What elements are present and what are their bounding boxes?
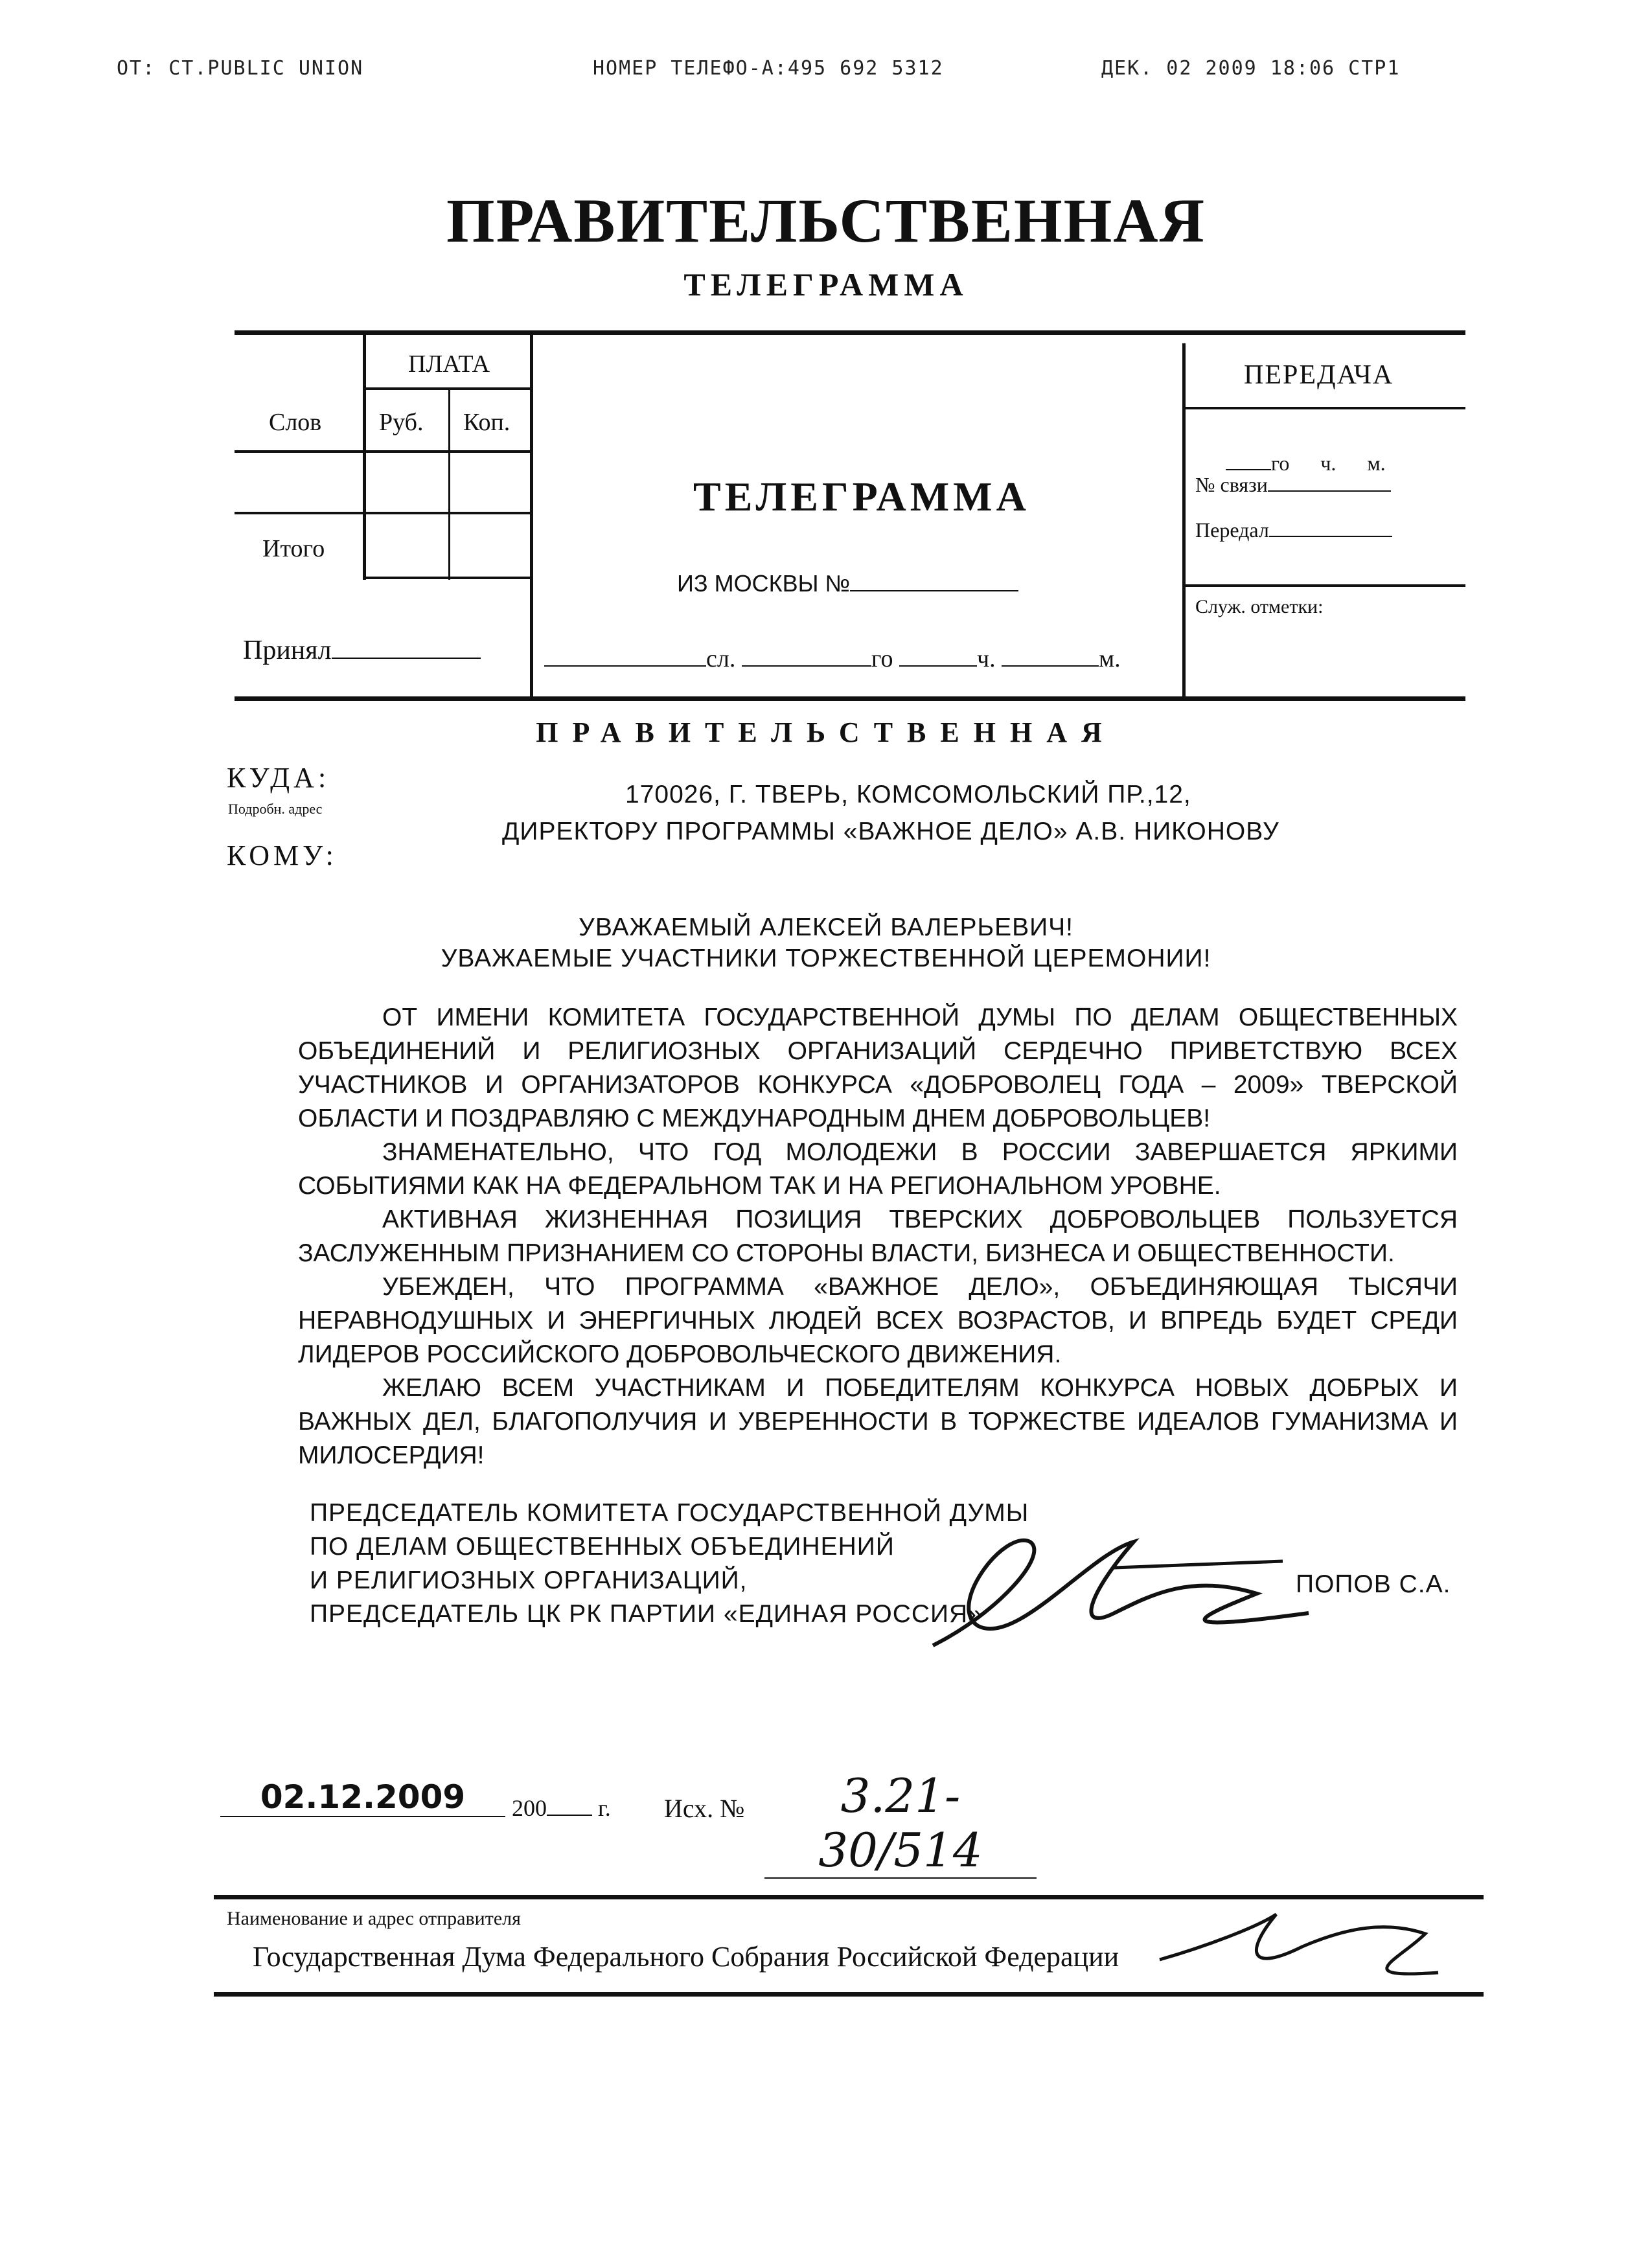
ref-number: 3.21-30/514 xyxy=(764,1769,1037,1879)
form-bottom-rule xyxy=(235,696,1465,701)
itogo-label: Итого xyxy=(262,535,325,562)
sluzh-line xyxy=(1184,584,1465,587)
date-stamp: 02.12.2009 xyxy=(220,1778,505,1817)
plata-line-3 xyxy=(235,512,531,514)
signature-line-1: ПРЕДСЕДАТЕЛЬ КОМИТЕТА ГОСУДАРСТВЕННОЙ ДУМЫ xyxy=(310,1499,1029,1527)
greeting-1: УВАЖАЕМЫЙ АЛЕКСЕЙ ВАЛЕРЬЕВИЧ! xyxy=(579,913,1073,941)
peredacha-time: го ч. м. xyxy=(1205,428,1386,499)
sender-bottom-rule xyxy=(214,1992,1484,1997)
sender-name: Государственная Дума Федерального Собрания Российской Федерации xyxy=(253,1941,1119,1973)
kuda-note: Подробн. адрес xyxy=(228,801,323,817)
peredal-field: Передал xyxy=(1195,518,1392,542)
peredacha-line xyxy=(1184,407,1465,409)
ref-label: Исх. № xyxy=(664,1794,745,1823)
fax-date: ДЕК. 02 2009 18:06 СТР1 xyxy=(1101,57,1401,80)
handwritten-signature xyxy=(920,1516,1322,1665)
plata-left-border xyxy=(363,334,366,580)
signature-line-3: И РЕЛИГИОЗНЫХ ОРГАНИЗАЦИЙ, xyxy=(310,1566,748,1594)
fax-from: ОТ: СТ.PUBLIC UNION xyxy=(117,57,364,80)
address-line2: ДИРЕКТОРУ ПРОГРАММЫ «ВАЖНОЕ ДЕЛО» А.В. НИКОНОВУ xyxy=(502,818,1279,845)
address-line1: 170026, Г. ТВЕРЬ, КОМСОМОЛЬСКИЙ ПР.,12, xyxy=(625,781,1191,808)
signature-line-2: ПО ДЕЛАМ ОБЩЕСТВЕННЫХ ОБЪЕДИНЕНИЙ xyxy=(310,1533,895,1561)
document-title: ПРАВИТЕЛЬСТВЕННАЯ xyxy=(446,186,1206,255)
year-field: 200 г. xyxy=(512,1795,611,1821)
sender-top-rule xyxy=(214,1895,1484,1899)
kuda-label: КУДА: xyxy=(227,762,330,794)
body-paragraph-5: ЖЕЛАЮ ВСЕМ УЧАСТНИКАМ И ПОБЕДИТЕЛЯМ КОНКУРСА НОВЫХ ДОБРЫХ И ВАЖНЫХ ДЕЛ, БЛАГОПОЛУЧИЯ И УВЕРЕННОСТИ В ТОРЖЕСТВЕ ИДЕАЛОВ ГУМАНИЗМА И МИЛОСЕРДИЯ! xyxy=(298,1374,1458,1469)
kop-label: Коп. xyxy=(463,409,511,436)
peredacha-label: ПЕРЕДАЧА xyxy=(1244,360,1394,390)
sender-signature xyxy=(1153,1901,1451,1992)
greeting-2: УВАЖАЕМЫЕ УЧАСТНИКИ ТОРЖЕСТВЕННОЙ ЦЕРЕМОНИИ! xyxy=(441,945,1211,972)
form-top-rule xyxy=(235,330,1465,335)
iz-moskvy-field: ИЗ МОСКВЫ № xyxy=(677,570,1018,597)
letter-body xyxy=(298,1001,1458,1472)
center-title: ТЕЛЕГРАММА xyxy=(693,474,1030,520)
body-paragraph-3: АКТИВНАЯ ЖИЗНЕННАЯ ПОЗИЦИЯ ТВЕРСКИХ ДОБРОВОЛЬЦЕВ ПОЛЬЗУЕТСЯ ЗАСЛУЖЕННЫМ ПРИЗНАНИЕМ СО СТОРОНЫ ВЛАСТИ, БИЗНЕСА И ОБЩЕСТВЕННОСТИ. xyxy=(298,1206,1458,1267)
signer-name: ПОПОВ С.А. xyxy=(1296,1570,1451,1598)
send-time-field: сл. го ч. м. xyxy=(544,645,1121,673)
stamp-text: ПРАВИТЕЛЬСТВЕННАЯ xyxy=(536,716,1116,748)
rub-label: Руб. xyxy=(379,409,424,436)
document-subtitle: ТЕЛЕГРАММА xyxy=(683,266,969,303)
form-divider-right xyxy=(1182,343,1186,696)
nom-svyazi-field: № связи xyxy=(1195,473,1391,497)
sluzh-label: Служ. отметки: xyxy=(1195,596,1324,617)
body-paragraph-4: УБЕЖДЕН, ЧТО ПРОГРАММА «ВАЖНОЕ ДЕЛО», ОБЪЕДИНЯЮЩАЯ ТЫСЯЧИ НЕРАВНОДУШНЫХ И ЭНЕРГИЧНЫХ ЛЮДЕЙ ВСЕХ ВОЗРАСТОВ, И ВПРЕДЬ БУДЕТ СРЕДИ ЛИДЕРОВ РОССИЙСКОГО ДОБРОВОЛЬЧЕСКОГО ДВИЖЕНИЯ. xyxy=(298,1273,1458,1368)
komu-label: КОМУ: xyxy=(227,840,338,871)
sender-label: Наименование и адрес отправителя xyxy=(227,1908,521,1929)
plata-line-4 xyxy=(363,577,531,579)
plata-label: ПЛАТА xyxy=(408,350,490,378)
prinyal-label: Принял xyxy=(243,635,481,666)
plata-line-1 xyxy=(363,387,531,390)
body-paragraph-1: ОТ ИМЕНИ КОМИТЕТА ГОСУДАРСТВЕННОЙ ДУМЫ ПО ДЕЛАМ ОБЩЕСТВЕННЫХ ОБЪЕДИНЕНИЙ И РЕЛИГИОЗНЫХ ОРГАНИЗАЦИЙ СЕРДЕЧНО ПРИВЕТСТВУЮ ВСЕХ УЧАСТНИКОВ И ОРГАНИЗАТОРОВ КОНКУРСА «ДОБРОВОЛЕЦ ГОДА – 2009» ТВЕРСКОЙ ОБЛАСТИ И ПОЗДРАВЛЯЮ С МЕЖДУНАРОДНЫМ ДНЕМ ДОБРОВОЛЬЦЕВ! xyxy=(298,1003,1458,1132)
fax-phone: НОМЕР ТЕЛЕФО-А:495 692 5312 xyxy=(593,57,944,80)
slov-label: Слов xyxy=(269,409,322,436)
signature-line-4: ПРЕДСЕДАТЕЛЬ ЦК РК ПАРТИИ «ЕДИНАЯ РОССИЯ» xyxy=(310,1600,983,1628)
plata-mid-border xyxy=(448,389,450,580)
plata-line-2 xyxy=(235,450,531,453)
body-paragraph-2: ЗНАМЕНАТЕЛЬНО, ЧТО ГОД МОЛОДЕЖИ В РОССИИ ЗАВЕРШАЕТСЯ ЯРКИМИ СОБЫТИЯМИ КАК НА ФЕДЕРАЛЬНОМ ТАК И НА РЕГИОНАЛЬНОМ УРОВНЕ. xyxy=(298,1138,1458,1200)
